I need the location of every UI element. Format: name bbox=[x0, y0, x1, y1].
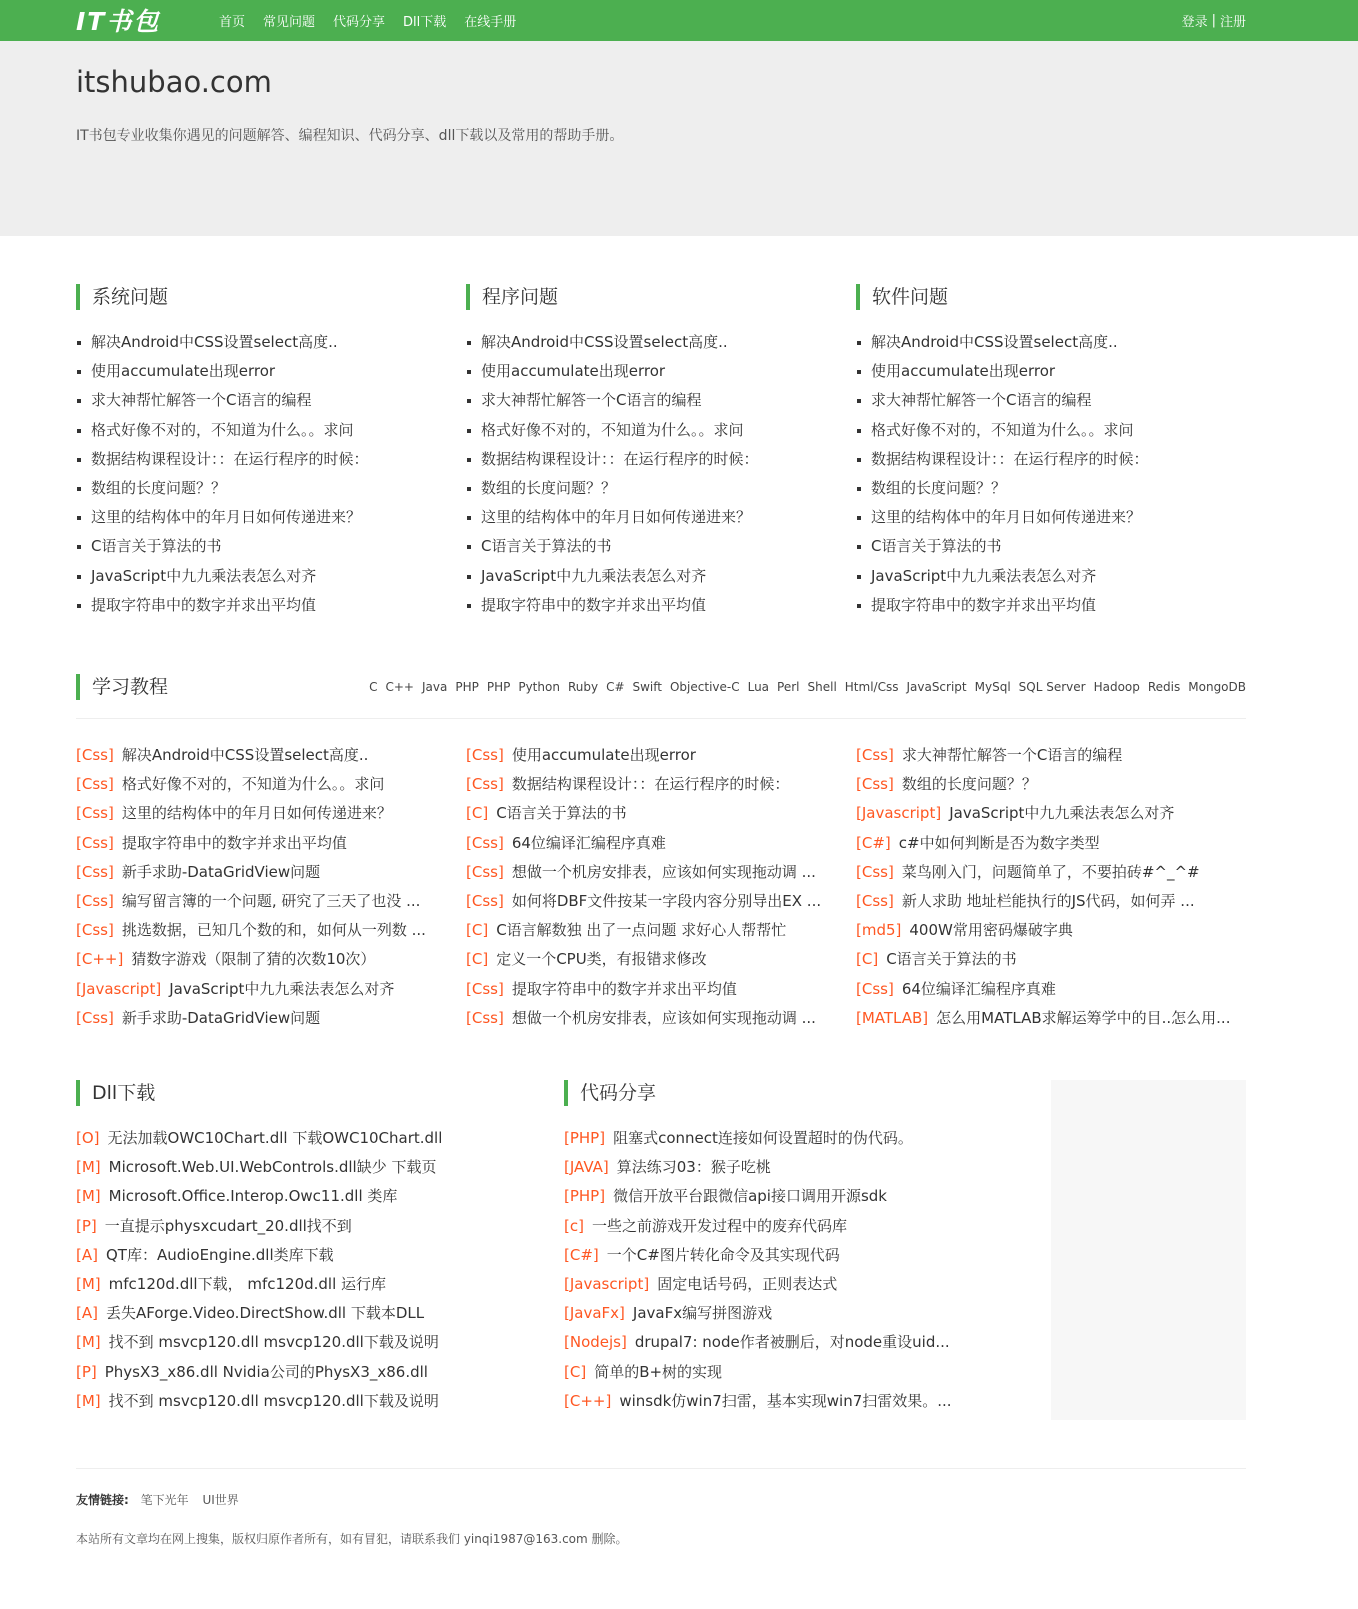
dll-list bbox=[76, 1124, 564, 1416]
tutorial-item[interactable] bbox=[466, 770, 856, 799]
item-title[interactable]: 解决Android中CSS设置select高度.. bbox=[121, 746, 369, 764]
section-title: 程序问题 bbox=[466, 284, 856, 310]
item-title[interactable]: mfc120d.dll下载， mfc120d.dll 运行库 bbox=[108, 1274, 387, 1293]
category-tag[interactable]: [Css] bbox=[466, 862, 504, 881]
list-item[interactable]: 数组的长度问题？？ bbox=[466, 474, 856, 503]
question-sections bbox=[76, 284, 1246, 620]
category-tag[interactable]: [Javascript] bbox=[564, 1274, 650, 1293]
item-title[interactable]: 400W常用密码爆破字典 bbox=[909, 921, 1073, 940]
tutorial-item[interactable] bbox=[466, 741, 856, 770]
category-tag[interactable]: [O] bbox=[76, 1129, 100, 1147]
nav-dll-download[interactable]: Dll下载 bbox=[403, 15, 447, 30]
list-item[interactable]: JavaScript中九九乘法表怎么对齐 bbox=[856, 562, 1246, 591]
list-item[interactable]: 提取字符串中的数字并求出平均值 bbox=[856, 591, 1246, 620]
tutorial-tag[interactable]: MySql bbox=[974, 680, 1011, 694]
nav-manual[interactable]: 在线手册 bbox=[464, 15, 517, 30]
category-tag[interactable]: [Css] bbox=[856, 746, 894, 764]
tutorial-item[interactable] bbox=[856, 799, 1246, 828]
category-tag[interactable]: [Css] bbox=[76, 775, 114, 794]
item-title[interactable]: 一些之前游戏开发过程中的废弃代码库 bbox=[591, 1216, 847, 1235]
tutorial-tag[interactable]: Swift bbox=[632, 680, 662, 694]
item-title[interactable]: 猜数字游戏（限制了猜的次数10次） bbox=[131, 950, 376, 969]
list-item[interactable]: 使用accumulate出现error bbox=[76, 357, 466, 386]
tutorial-tag[interactable]: Perl bbox=[777, 680, 800, 694]
tutorial-item[interactable] bbox=[466, 887, 856, 916]
item-title[interactable]: 求大神帮忙解答一个C语言的编程 bbox=[901, 746, 1123, 764]
list-item[interactable]: 数据结构课程设计：：在运行程序的时候： bbox=[76, 445, 466, 474]
list-item[interactable]: 这里的结构体中的年月日如何传递进来？ bbox=[856, 503, 1246, 532]
section-title: 软件问题 bbox=[856, 284, 1246, 310]
category-tag[interactable]: [Css] bbox=[76, 1008, 114, 1027]
category-tag[interactable]: [C++] bbox=[564, 1391, 612, 1410]
top-navbar bbox=[0, 0, 1358, 41]
tutorial-list bbox=[76, 741, 1246, 1033]
item-title[interactable]: C语言关于算法的书 bbox=[886, 950, 1017, 969]
item-title[interactable]: JavaScript中九九乘法表怎么对齐 bbox=[169, 979, 395, 998]
item-title[interactable]: C语言解数独 出了一点问题 求好心人帮帮忙 bbox=[496, 921, 787, 940]
login-link[interactable]: 登录 bbox=[1181, 15, 1208, 30]
item-title[interactable]: QT库：AudioEngine.dll类库下载 bbox=[105, 1245, 334, 1264]
tutorial-item[interactable] bbox=[76, 741, 466, 770]
copyright-notice: 本站所有文章均在网上搜集，版权归原作者所有，如有冒犯，请联系我们 yinqi1987@163.com 删除。 bbox=[76, 1532, 628, 1546]
category-tag[interactable]: [Css] bbox=[76, 746, 114, 764]
category-tag[interactable]: [A] bbox=[76, 1245, 98, 1264]
item-title[interactable]: 想做一个机房安排表，应该如何实现拖动调 ... bbox=[511, 1008, 816, 1027]
section-list bbox=[76, 328, 466, 620]
item-title[interactable]: 新手求助-DataGridView问题 bbox=[121, 1008, 321, 1027]
code-item[interactable] bbox=[564, 1270, 1052, 1299]
dll-item[interactable] bbox=[76, 1212, 564, 1241]
category-tag[interactable]: [A] bbox=[76, 1304, 98, 1323]
nav-code-share[interactable]: 代码分享 bbox=[333, 15, 386, 30]
tutorial-title: 学习教程 bbox=[76, 674, 168, 700]
section-title: 系统问题 bbox=[76, 284, 466, 310]
category-tag[interactable]: [M] bbox=[76, 1158, 101, 1177]
tutorial-item[interactable] bbox=[466, 916, 856, 945]
item-title[interactable]: 数组的长度问题？？ bbox=[901, 775, 1037, 794]
tutorial-section bbox=[76, 672, 1246, 1033]
category-tag[interactable]: [md5] bbox=[856, 921, 902, 940]
code-item[interactable] bbox=[564, 1182, 1052, 1211]
category-tag[interactable]: [Javascript] bbox=[856, 804, 942, 823]
tutorial-tag[interactable]: Shell bbox=[807, 680, 837, 694]
friend-links-label: 友情链接: bbox=[76, 1493, 129, 1507]
dll-section bbox=[76, 1080, 564, 1420]
tutorial-tag[interactable]: Java bbox=[421, 680, 448, 694]
tutorial-item[interactable] bbox=[466, 799, 856, 828]
hero-banner bbox=[0, 41, 1358, 236]
bottom-sections bbox=[76, 1080, 1246, 1420]
code-item[interactable] bbox=[564, 1212, 1052, 1241]
list-item[interactable]: 数组的长度问题？？ bbox=[76, 474, 466, 503]
item-title[interactable]: C语言关于算法的书 bbox=[496, 804, 627, 823]
item-title[interactable]: 定义一个CPU类，有报错求修改 bbox=[496, 950, 707, 969]
tutorial-item[interactable] bbox=[76, 887, 466, 916]
tutorial-tag[interactable]: PHP bbox=[486, 680, 511, 694]
item-title[interactable]: 无法加载OWC10Chart.dll 下载OWC10Chart.dll bbox=[107, 1129, 443, 1147]
list-item[interactable]: C语言关于算法的书 bbox=[76, 532, 466, 561]
item-title[interactable]: Microsoft.Office.Interop.Owc11.dll 类库 bbox=[108, 1187, 398, 1206]
tutorial-tag[interactable]: C bbox=[369, 680, 378, 694]
tutorial-item[interactable] bbox=[76, 829, 466, 858]
category-tag[interactable]: [Css] bbox=[856, 891, 894, 910]
list-item[interactable]: 数组的长度问题？？ bbox=[856, 474, 1246, 503]
tutorial-item[interactable] bbox=[856, 858, 1246, 887]
dll-item[interactable] bbox=[76, 1299, 564, 1328]
tutorial-item[interactable] bbox=[466, 945, 856, 974]
item-title[interactable]: 丢失AForge.Video.DirectShow.dll 下载本DLL bbox=[105, 1304, 425, 1323]
code-item[interactable] bbox=[564, 1124, 1052, 1153]
category-tag[interactable]: [Javascript] bbox=[76, 979, 162, 998]
tutorial-tag[interactable]: Hadoop bbox=[1093, 680, 1140, 694]
tutorial-item[interactable] bbox=[856, 975, 1246, 1004]
list-item[interactable]: 这里的结构体中的年月日如何传递进来？ bbox=[466, 503, 856, 532]
item-title[interactable]: 新手求助-DataGridView问题 bbox=[121, 862, 321, 881]
category-tag[interactable]: [M] bbox=[76, 1333, 101, 1352]
list-item[interactable]: 解决Android中CSS设置select高度.. bbox=[856, 328, 1246, 357]
dll-item[interactable] bbox=[76, 1358, 564, 1387]
category-tag[interactable]: [PHP] bbox=[564, 1187, 606, 1206]
friend-link-2[interactable]: UI世界 bbox=[202, 1493, 239, 1507]
tutorial-header bbox=[76, 672, 1246, 719]
category-tag[interactable]: [PHP] bbox=[564, 1129, 606, 1147]
category-tag[interactable]: [Nodejs] bbox=[564, 1333, 627, 1352]
dll-item[interactable] bbox=[76, 1328, 564, 1357]
section-column bbox=[856, 284, 1246, 620]
list-item[interactable]: 格式好像不对的，不知道为什么。。求问 bbox=[856, 416, 1246, 445]
list-item[interactable]: 求大神帮忙解答一个C语言的编程 bbox=[76, 386, 466, 415]
list-item[interactable]: C语言关于算法的书 bbox=[466, 532, 856, 561]
tutorial-item[interactable] bbox=[466, 975, 856, 1004]
code-item[interactable] bbox=[564, 1241, 1052, 1270]
item-title[interactable]: 想做一个机房安排表，应该如何实现拖动调 ... bbox=[511, 862, 816, 881]
tutorial-item[interactable] bbox=[856, 770, 1246, 799]
site-description: IT书包专业收集你遇见的问题解答、编程知识、代码分享、dll下载以及常用的帮助手册。 bbox=[76, 128, 624, 144]
category-tag[interactable]: [Css] bbox=[466, 979, 504, 998]
section-column bbox=[466, 284, 856, 620]
tutorial-item[interactable] bbox=[856, 916, 1246, 945]
code-item[interactable] bbox=[564, 1328, 1052, 1357]
tutorial-tag[interactable]: Lua bbox=[747, 680, 770, 694]
category-tag[interactable]: [Css] bbox=[856, 862, 894, 881]
item-title[interactable]: 编写留言簿的一个问题, 研究了三天了也没 ... bbox=[121, 891, 421, 910]
tutorial-item[interactable] bbox=[76, 945, 466, 974]
tutorial-tag-list bbox=[361, 680, 1246, 694]
category-tag[interactable]: [C] bbox=[466, 921, 489, 940]
site-logo[interactable]: IT书包 bbox=[76, 7, 161, 36]
dll-item[interactable] bbox=[76, 1124, 564, 1153]
category-tag[interactable]: [C#] bbox=[856, 833, 891, 852]
tutorial-item[interactable] bbox=[856, 829, 1246, 858]
item-title[interactable]: 64位编译汇编程序真难 bbox=[901, 979, 1056, 998]
dll-item[interactable] bbox=[76, 1182, 564, 1211]
dll-item[interactable] bbox=[76, 1270, 564, 1299]
category-tag[interactable]: [M] bbox=[76, 1391, 101, 1410]
category-tag[interactable]: [Css] bbox=[76, 891, 114, 910]
item-title[interactable]: 一直提示physxcudart_20.dll找不到 bbox=[104, 1216, 352, 1235]
section-column bbox=[76, 284, 466, 620]
tutorial-item[interactable] bbox=[856, 1004, 1246, 1033]
list-item[interactable]: 格式好像不对的，不知道为什么。。求问 bbox=[466, 416, 856, 445]
nav-home[interactable]: 首页 bbox=[219, 15, 246, 30]
category-tag[interactable]: [MATLAB] bbox=[856, 1008, 929, 1027]
tutorial-item[interactable] bbox=[466, 829, 856, 858]
tutorial-tag[interactable]: PHP bbox=[455, 680, 479, 694]
footer bbox=[76, 1468, 1246, 1547]
item-title[interactable]: 算法练习03：猴子吃桃 bbox=[616, 1158, 771, 1177]
category-tag[interactable]: [Css] bbox=[76, 862, 114, 881]
item-title[interactable]: JavaScript中九九乘法表怎么对齐 bbox=[949, 804, 1175, 823]
tutorial-tag[interactable]: Html/Css bbox=[844, 680, 899, 694]
list-item[interactable]: JavaScript中九九乘法表怎么对齐 bbox=[466, 562, 856, 591]
tutorial-tag[interactable]: C# bbox=[606, 680, 625, 694]
dll-item[interactable] bbox=[76, 1241, 564, 1270]
item-title[interactable]: 提取字符串中的数字并求出平均值 bbox=[511, 979, 737, 998]
item-title[interactable]: 找不到 msvcp120.dll msvcp120.dll下载及说明 bbox=[108, 1333, 439, 1352]
item-title[interactable]: 怎么用MATLAB求解运筹学中的目..怎么用... bbox=[936, 1008, 1231, 1027]
tutorial-tag[interactable]: Python bbox=[518, 680, 560, 694]
category-tag[interactable]: [Css] bbox=[466, 833, 504, 852]
tutorial-item[interactable] bbox=[76, 916, 466, 945]
auth-links bbox=[1182, 0, 1246, 41]
category-tag[interactable]: [Css] bbox=[466, 1008, 504, 1027]
list-item[interactable]: 使用accumulate出现error bbox=[466, 357, 856, 386]
code-item[interactable] bbox=[564, 1387, 1052, 1416]
tutorial-tag[interactable]: C++ bbox=[385, 680, 414, 694]
tutorial-tag[interactable]: MongoDB bbox=[1188, 680, 1246, 694]
list-item[interactable]: 数据结构课程设计：：在运行程序的时候： bbox=[466, 445, 856, 474]
main-nav bbox=[219, 0, 534, 41]
item-title[interactable]: 数据结构课程设计：：在运行程序的时候： bbox=[511, 775, 790, 794]
tutorial-tag[interactable]: JavaScript bbox=[906, 680, 967, 694]
tutorial-item[interactable] bbox=[76, 975, 466, 1004]
tutorial-item[interactable] bbox=[76, 770, 466, 799]
side-ad-placeholder bbox=[1051, 1080, 1246, 1420]
category-tag[interactable]: [Css] bbox=[76, 921, 114, 940]
category-tag[interactable]: [M] bbox=[76, 1274, 101, 1293]
tutorial-tag[interactable]: SQL Server bbox=[1018, 680, 1086, 694]
section-list bbox=[856, 328, 1246, 620]
list-item[interactable]: 使用accumulate出现error bbox=[856, 357, 1246, 386]
item-title[interactable]: 一个C#图片转化命令及其实现代码 bbox=[606, 1245, 840, 1264]
item-title[interactable]: winsdk仿win7扫雷，基本实现win7扫雷效果。... bbox=[619, 1391, 952, 1410]
item-title[interactable]: 使用accumulate出现error bbox=[511, 746, 696, 764]
list-item[interactable]: C语言关于算法的书 bbox=[856, 532, 1246, 561]
tutorial-item[interactable] bbox=[856, 741, 1246, 770]
tutorial-tag[interactable]: Redis bbox=[1147, 680, 1181, 694]
tutorial-item[interactable] bbox=[76, 858, 466, 887]
tutorial-item[interactable] bbox=[856, 887, 1246, 916]
item-title[interactable]: JavaFx编写拼图游戏 bbox=[632, 1304, 773, 1323]
code-title: 代码分享 bbox=[564, 1080, 1052, 1106]
category-tag[interactable]: [Css] bbox=[856, 979, 894, 998]
tutorial-item[interactable] bbox=[76, 799, 466, 828]
item-title[interactable]: c#中如何判断是否为数字类型 bbox=[898, 833, 1100, 852]
category-tag[interactable]: [C#] bbox=[564, 1245, 599, 1264]
category-tag[interactable]: [Css] bbox=[466, 891, 504, 910]
category-tag[interactable]: [C] bbox=[856, 950, 879, 969]
list-item[interactable]: 解决Android中CSS设置select高度.. bbox=[466, 328, 856, 357]
category-tag[interactable]: [Css] bbox=[466, 746, 504, 764]
site-title: itshubao.com bbox=[76, 65, 272, 99]
item-title[interactable]: drupal7: node作者被删后，对node重设uid... bbox=[634, 1333, 950, 1352]
list-item[interactable]: 这里的结构体中的年月日如何传递进来？ bbox=[76, 503, 466, 532]
item-title[interactable]: 微信开放平台跟微信api接口调用开源sdk bbox=[613, 1187, 887, 1206]
category-tag[interactable]: [Css] bbox=[76, 804, 114, 823]
item-title[interactable]: 挑选数据，已知几个数的和，如何从一列数 ... bbox=[121, 921, 426, 940]
register-link[interactable]: 注册 bbox=[1219, 15, 1246, 30]
tutorial-item[interactable] bbox=[466, 1004, 856, 1033]
list-item[interactable]: 数据结构课程设计：：在运行程序的时候： bbox=[856, 445, 1246, 474]
category-tag[interactable]: [c] bbox=[564, 1216, 584, 1235]
item-title[interactable]: Microsoft.Web.UI.WebControls.dll缺少 下载页 bbox=[108, 1158, 437, 1177]
tutorial-item[interactable] bbox=[466, 858, 856, 887]
category-tag[interactable]: [JAVA] bbox=[564, 1158, 609, 1177]
item-title[interactable]: 64位编译汇编程序真难 bbox=[511, 833, 666, 852]
code-item[interactable] bbox=[564, 1153, 1052, 1182]
item-title[interactable]: 阻塞式connect连接如何设置超时的伪代码。 bbox=[613, 1129, 913, 1147]
item-title[interactable]: 新人求助 地址栏能执行的JS代码，如何弄 ... bbox=[901, 891, 1195, 910]
item-title[interactable]: 格式好像不对的，不知道为什么。。求问 bbox=[121, 775, 385, 794]
item-title[interactable]: 这里的结构体中的年月日如何传递进来？ bbox=[121, 804, 392, 823]
item-title[interactable]: 菜鸟刚入门，问题简单了，不要拍砖#^_^# bbox=[901, 862, 1200, 881]
list-item[interactable]: 格式好像不对的，不知道为什么。。求问 bbox=[76, 416, 466, 445]
item-title[interactable]: 固定电话号码，正则表达式 bbox=[657, 1274, 838, 1293]
section-list bbox=[466, 328, 856, 620]
tutorial-tag[interactable]: Objective-C bbox=[669, 680, 740, 694]
friend-link-1[interactable]: 笔下光年 bbox=[140, 1493, 189, 1507]
list-item[interactable]: JavaScript中九九乘法表怎么对齐 bbox=[76, 562, 466, 591]
category-tag[interactable]: [Css] bbox=[856, 775, 894, 794]
category-tag[interactable]: [P] bbox=[76, 1216, 97, 1235]
category-tag[interactable]: [C] bbox=[466, 950, 489, 969]
friend-links bbox=[76, 1491, 1246, 1508]
category-tag[interactable]: [C] bbox=[564, 1362, 587, 1381]
item-title[interactable]: 简单的B+树的实现 bbox=[594, 1362, 723, 1381]
category-tag[interactable]: [C++] bbox=[76, 950, 124, 969]
list-item[interactable]: 解决Android中CSS设置select高度.. bbox=[76, 328, 466, 357]
list-item[interactable]: 提取字符串中的数字并求出平均值 bbox=[466, 591, 856, 620]
code-section bbox=[564, 1080, 1052, 1420]
item-title[interactable]: 提取字符串中的数字并求出平均值 bbox=[121, 833, 347, 852]
nav-faq[interactable]: 常见问题 bbox=[263, 15, 316, 30]
list-item[interactable]: 求大神帮忙解答一个C语言的编程 bbox=[856, 386, 1246, 415]
category-tag[interactable]: [JavaFx] bbox=[564, 1304, 625, 1323]
tutorial-item[interactable] bbox=[76, 1004, 466, 1033]
code-item[interactable] bbox=[564, 1358, 1052, 1387]
category-tag[interactable]: [M] bbox=[76, 1187, 101, 1206]
auth-separator: | bbox=[1211, 13, 1216, 28]
category-tag[interactable]: [Css] bbox=[76, 833, 114, 852]
code-item[interactable] bbox=[564, 1299, 1052, 1328]
category-tag[interactable]: [P] bbox=[76, 1362, 97, 1381]
category-tag[interactable]: [Css] bbox=[466, 775, 504, 794]
item-title[interactable]: 如何将DBF文件按某一字段内容分别导出EX ... bbox=[511, 891, 822, 910]
tutorial-item[interactable] bbox=[856, 945, 1246, 974]
category-tag[interactable]: [C] bbox=[466, 804, 489, 823]
code-list bbox=[564, 1124, 1052, 1416]
dll-title: Dll下载 bbox=[76, 1080, 564, 1106]
list-item[interactable]: 提取字符串中的数字并求出平均值 bbox=[76, 591, 466, 620]
tutorial-tag[interactable]: Ruby bbox=[567, 680, 599, 694]
list-item[interactable]: 求大神帮忙解答一个C语言的编程 bbox=[466, 386, 856, 415]
dll-item[interactable] bbox=[76, 1387, 564, 1416]
item-title[interactable]: 找不到 msvcp120.dll msvcp120.dll下载及说明 bbox=[108, 1391, 439, 1410]
item-title[interactable]: PhysX3_x86.dll Nvidia公司的PhysX3_x86.dll bbox=[104, 1362, 428, 1381]
dll-item[interactable] bbox=[76, 1153, 564, 1182]
